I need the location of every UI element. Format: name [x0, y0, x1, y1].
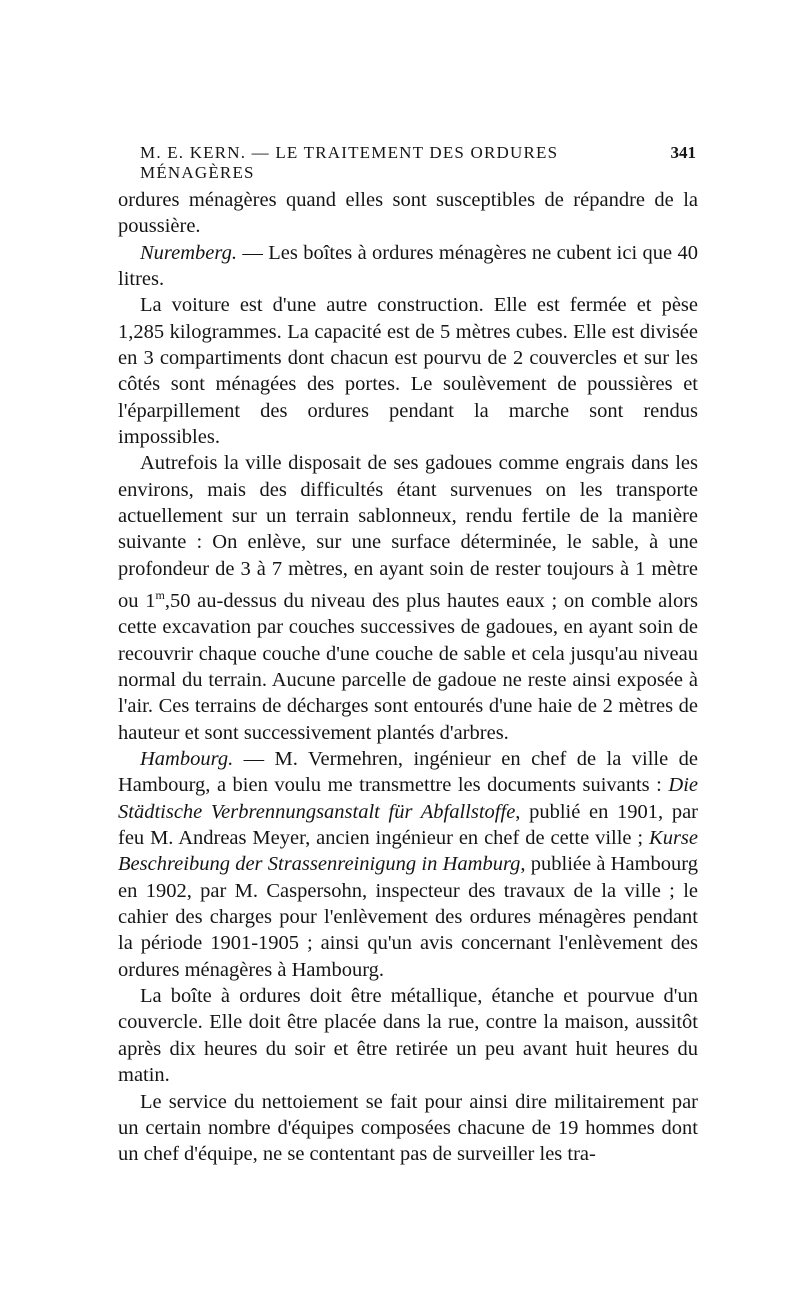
- paragraph-1: [118, 187, 698, 240]
- paragraph-text: Le service du nettoiement se fait pour ainsi dire militairement par un certain nombre d'équipes composées chacune de 19 hommes dont un chef d'équipe, ne se contentant pas de surveiller les tra-: [118, 1090, 698, 1166]
- superscript-unit: m: [155, 588, 165, 603]
- paragraph-text: ordures ménagères quand elles sont susceptibles de répandre de la poussière.: [118, 189, 698, 238]
- paragraph-text: La boîte à ordures doit être métallique, étanche et pourvue d'un couvercle. Elle doit être placée dans la rue, contre la maison, aussitôt après dix heures du soir et être retirée un peu avant huit heures du matin.: [118, 985, 698, 1087]
- cited-title-2: Kurse Beschreibung der Strassenreinigung in Hamburg: [118, 827, 698, 876]
- paragraph-text-2: , publié en 1901, par feu M. Andreas Meyer, ancien ingénieur en chef de cette ville ;: [118, 800, 698, 850]
- paragraph-3: [118, 292, 698, 450]
- running-header: [118, 143, 698, 183]
- paragraph-text: — M. Vermehren, ingénieur en chef de la ville de Hambourg, a bien voulu me transmettre les documents suivants :: [118, 748, 698, 797]
- paragraph-6: [118, 983, 698, 1088]
- body-text: [118, 187, 698, 1168]
- running-title: M. E. KERN. — LE TRAITEMENT DES ORDURES MÉNAGÈRES: [140, 143, 559, 182]
- cited-title-1: Die Städtische Verbrennungsanstalt für Abfallstoffe: [118, 774, 698, 823]
- section-heading-nuremberg: Nuremberg.: [140, 241, 237, 264]
- paragraph-7: [118, 1089, 698, 1168]
- page-number: 341: [670, 143, 696, 162]
- paragraph-text: La voiture est d'une autre construction. Elle est fermée et pèse 1,285 kilogrammes. La capacité est de 5 mètres cubes. Elle est divisée en 3 compartiments dont chacun est pourvu de 2 couvercles et sur les côtés sont ménagées des portes. Le soulèvement de poussières et l'éparpillement des ordures pendant la marche sont rendus impossibles.: [118, 294, 698, 449]
- paragraph-text: Autrefois la ville disposait de ses gadoues comme engrais dans les environs, mais des difficultés étant survenues on les transporte actuellement sur un terrain sablonneux, rendu fertile de la manière suivante : On enlève, sur une surface déterminée, le sable, à une profondeur de 3 à 7 mètres, en ayant soin de rester toujours à 1 mètre ou 1: [118, 452, 698, 612]
- paragraph-4: [118, 450, 698, 746]
- section-heading-hambourg: Hambourg.: [140, 748, 234, 771]
- paragraph-text-continued: ,50 au-dessus du niveau des plus hautes eaux ; on comble alors cette excavation par couches successives de gadoues, en ayant soin de recouvrir chaque couche d'une couche de sable et cela jusqu'au niveau normal du terrain. Aucune parcelle de gadoue ne reste ainsi exposée à l'air. Ces terrains de décharges sont entourés d'une haie de 2 mètres de hauteur et sont successivement plantés d'arbres.: [118, 589, 699, 744]
- paragraph-text-3: , publiée à Hambourg en 1902, par M. Caspersohn, inspecteur des travaux de la ville ; le cahier des charges pour l'enlèvement des ordures ménagères pendant la période 1901-1905 ; ainsi qu'un avis concernant l'enlèvement des ordures ménagères à Hambourg.: [118, 853, 698, 981]
- paragraph-hambourg: [118, 746, 698, 983]
- paragraph-text: — Les boîtes à ordures ménagères ne cubent ici que 40 litres.: [118, 241, 698, 291]
- paragraph-nuremberg: [118, 240, 698, 293]
- book-page: [118, 143, 698, 1168]
